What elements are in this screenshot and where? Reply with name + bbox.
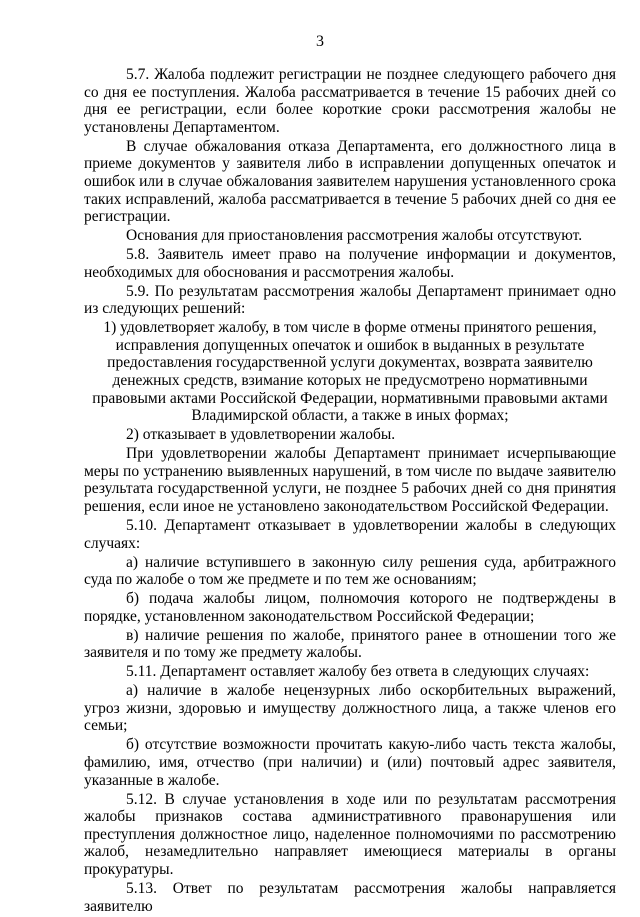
paragraph-5-10-b: б) подача жалобы лицом, полномочия которого не подтверждены в порядке, установленном законодательством Российской Федерации; [84,590,616,625]
paragraph-5-10-c: в) наличие решения по жалобе, принятого ранее в отношении того же заявителя и по тому же предмету жалобы. [84,626,616,662]
paragraph-no-suspension: Основания для приостановления рассмотрения жалобы отсутствуют. [126,227,583,245]
paragraph-5-9-item-2: 2) отказывает в удовлетворении жалобы. [126,426,396,444]
paragraph-5-9-item-1: 1) удовлетворяет жалобу, в том числе в форме отмены принятого решения, исправления допущенных опечаток и ошибок в выданных в результате предоставления государственной услуги документах, возврата заявителю денежных средств, взимание которых не предусмотрено нормативными правовыми актами Российской Федерации, нормативными правовыми актами Владимирской области, а также в иных формах; [92,319,608,425]
paragraph-5-13: 5.13. Ответ по результатам рассмотрения жалобы направляется заявителю [84,879,616,915]
paragraph-5-11-b: б) отсутствие возможности прочитать какую-либо часть текста жалобы, фамилию, имя, отчество (при наличии) и (или) почтовый адрес заявителя, указанные в жалобе. [84,736,616,789]
paragraph-refusal-appeal: В случае обжалования отказа Департамента, его должностного лица в приеме документов у заявителя либо в исправлении допущенных опечаток и ошибок или в случае обжалования заявителем нарушения установленного срока таких исправлений, жалоба рассматривается в течение 5 рабочих дней со дня ее регистрации. [84,137,616,226]
paragraph-5-10: 5.10. Департамент отказывает в удовлетворении жалобы в следующих случаях: [84,516,616,552]
paragraph-5-7: 5.7. Жалоба подлежит регистрации не позднее следующего рабочего дня со дня ее поступления. Жалоба рассматривается в течение 15 рабочих дней со дня ее регистрации, если более короткие сроки рассмотрения жалобы не установлены Департаментом. [84,66,616,136]
document-body [84,66,616,917]
paragraph-5-11: 5.11. Департамент оставляет жалобу без ответа в следующих случаях: [126,663,590,681]
page-number: 3 [316,33,324,50]
paragraph-satisfaction-measures: При удовлетворении жалобы Департамент принимает исчерпывающие меры по устранению выявленных нарушений, в том числе по выдаче заявителю результата государственной услуги, не позднее 5 рабочих дней со дня принятия решения, если иное не установлено законодательством Российской Федерации. [84,445,616,515]
paragraph-5-11-a: а) наличие в жалобе нецензурных либо оскорбительных выражений, угроз жизни, здоровью и имуществу должностного лица, а также членов его семьи; [84,682,616,735]
paragraph-5-8: 5.8. Заявитель имеет право на получение информации и документов, необходимых для обоснования и рассмотрения жалобы. [84,246,616,281]
paragraph-5-9: 5.9. По результатам рассмотрения жалобы Департамент принимает одно из следующих решений: [84,282,616,318]
paragraph-5-10-a: а) наличие вступившего в законную силу решения суда, арбитражного суда по жалобе о том же предмете и по тем же основаниям; [84,553,616,589]
paragraph-5-12: 5.12. В случае установления в ходе или по результатам рассмотрения жалобы признаков состава административного правонарушения или преступления должностное лицо, наделенное полномочиями по рассмотрению жалоб, незамедлительно направляет имеющиеся материалы в органы прокуратуры. [84,790,616,878]
